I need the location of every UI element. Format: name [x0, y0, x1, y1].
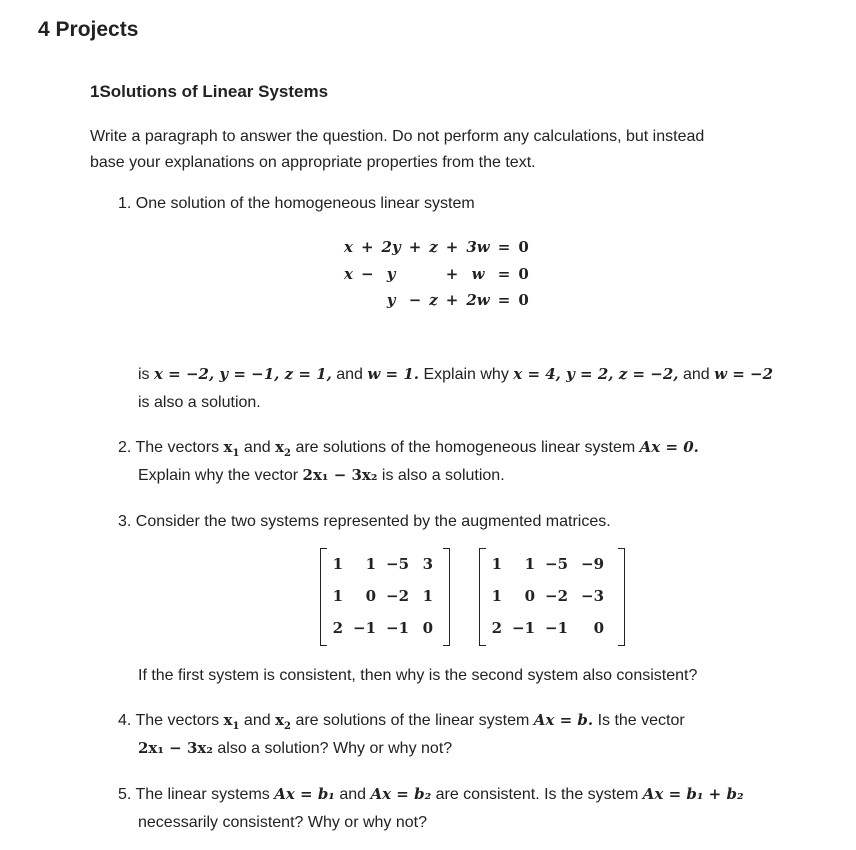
- equation-row: [340, 234, 533, 261]
- question-2-line-1: 2. The vectors $x_1$ and $x_2$ are solutions of the homogeneous linear system Ax = 0.: [118, 438, 699, 459]
- math-expression: 2x₁ − 3x₂: [138, 739, 213, 757]
- question-1-intro: [118, 190, 475, 217]
- vector-x2: x: [275, 711, 285, 729]
- question-3-followup: If the first system is consistent, then why is the second system also consistent?: [138, 667, 698, 684]
- matrix-cell: 1: [491, 555, 502, 573]
- augmented-matrix-1: [320, 548, 450, 646]
- matrix-cell: −1: [545, 619, 569, 637]
- term: x: [344, 264, 353, 283]
- equation-row: [340, 261, 533, 288]
- question-1-tail: is also a solution.: [138, 394, 261, 411]
- matrix-cell: 0: [365, 587, 377, 605]
- matrix-cell: 0: [422, 619, 434, 637]
- intro-paragraph: [90, 124, 790, 176]
- matrix-cell: −1: [512, 619, 536, 637]
- operator: −: [360, 264, 374, 283]
- question-number: 5.: [118, 786, 132, 803]
- term: z: [429, 238, 438, 257]
- term: x: [344, 238, 353, 257]
- question-4-line-1: 4. The vectors $x_1$ and $x_2$ are solutions of the linear system Ax = b. Is the vector: [118, 711, 685, 732]
- matrix-cell: 2: [332, 619, 343, 637]
- intro-line-1: Write a paragraph to answer the question. Do not perform any calculations, but instead: [90, 128, 705, 145]
- augmented-matrix-2: [479, 548, 625, 646]
- text: and: [682, 366, 710, 383]
- text: are consistent. Is the system: [435, 786, 639, 803]
- right-bracket: [618, 548, 625, 646]
- matrix-cell: −1: [386, 619, 410, 637]
- operator: =: [497, 238, 511, 257]
- text: and: [339, 786, 367, 803]
- matrix-row: [324, 548, 438, 580]
- right-bracket: [443, 548, 450, 646]
- term: z: [429, 291, 438, 310]
- homogeneous-system: [340, 234, 533, 314]
- matrix-cell: 3: [422, 555, 434, 573]
- text: The linear systems: [135, 786, 270, 803]
- matrix-cell: 2: [491, 619, 502, 637]
- term: w: [471, 264, 485, 283]
- term: 0: [518, 291, 529, 310]
- matrix-row: [483, 548, 609, 580]
- text: Explain why the vector: [138, 467, 299, 484]
- term: 0: [518, 238, 529, 257]
- term: y: [386, 291, 396, 310]
- matrix-cell: 1: [422, 587, 434, 605]
- question-4-line-2: [138, 735, 452, 762]
- text: is: [138, 366, 150, 383]
- matrix-row: [483, 612, 609, 644]
- term: y: [386, 264, 396, 283]
- math-expression: w = −2: [714, 365, 774, 383]
- math-expression: x = −2, y = −1, z = 1,: [154, 365, 332, 383]
- matrix-row: [324, 580, 438, 612]
- matrix-cell: −9: [581, 555, 605, 573]
- math-expression: w = 1.: [367, 365, 419, 383]
- term: 3w: [466, 238, 490, 257]
- term: [425, 261, 442, 288]
- intro-line-2: base your explanations on appropriate properties from the text.: [90, 154, 536, 171]
- text: also a solution? Why or why not?: [217, 740, 453, 757]
- question-5-line-2: necessarily consistent? Why or why not?: [138, 814, 428, 831]
- operator: +: [445, 238, 459, 257]
- text: and: [336, 366, 363, 383]
- matrix-cell: 1: [491, 587, 502, 605]
- matrix-cell: −2: [386, 587, 410, 605]
- math-expression: Ax = b.: [533, 711, 594, 729]
- operator: +: [445, 264, 459, 283]
- operator: =: [497, 264, 511, 283]
- math-expression: Ax = b₁ + b₂: [642, 785, 744, 803]
- text: Consider the two systems represented by the augmented matrices.: [135, 513, 611, 530]
- matrix-cell: 1: [332, 555, 343, 573]
- page-title: 4 Projects: [38, 18, 139, 41]
- text: and: [243, 439, 271, 456]
- question-number: 1.: [118, 195, 132, 212]
- question-text: One solution of the homogeneous linear system: [135, 195, 475, 212]
- matrix-cell: −5: [545, 555, 569, 573]
- operator: =: [497, 291, 511, 310]
- operator: [405, 261, 426, 288]
- matrix-cell: 0: [593, 619, 605, 637]
- term: 2w: [466, 291, 490, 310]
- operator: +: [408, 238, 422, 257]
- matrix-cell: −5: [386, 555, 410, 573]
- text: The vectors: [135, 712, 220, 729]
- section-title: 1Solutions of Linear Systems: [90, 82, 329, 101]
- text: is also a solution.: [381, 467, 505, 484]
- math-expression: 2x₁ − 3x₂: [302, 466, 378, 484]
- operator: +: [360, 238, 374, 257]
- question-1-body: [138, 361, 773, 388]
- math-expression: Ax = b₁: [274, 785, 335, 803]
- matrix-row: [324, 612, 438, 644]
- text: and: [243, 712, 271, 729]
- matrix-row: [483, 580, 609, 612]
- text: are solutions of the linear system: [295, 712, 530, 729]
- vector-x1: x: [223, 711, 233, 729]
- equation-row: [340, 287, 533, 314]
- matrix-cell: 1: [524, 555, 536, 573]
- matrix-cell: −2: [545, 587, 569, 605]
- matrix-cell: 0: [524, 587, 536, 605]
- math-expression: Ax = 0.: [639, 438, 699, 456]
- matrix-cell: 1: [365, 555, 377, 573]
- matrix-cell: −3: [581, 587, 605, 605]
- math-expression: Ax = b₂: [370, 785, 432, 803]
- term: 2y: [381, 238, 401, 257]
- text: The vectors: [135, 439, 220, 456]
- term: [340, 287, 357, 314]
- text: are solutions of the homogeneous linear system: [295, 439, 636, 456]
- vector-x2: x: [275, 438, 285, 456]
- operator: −: [408, 291, 422, 310]
- math-expression: x = 4, y = 2, z = −2,: [513, 365, 679, 383]
- question-number: 4.: [118, 712, 132, 729]
- term: 0: [518, 264, 529, 283]
- operator: [357, 287, 378, 314]
- text: Explain why: [423, 366, 509, 383]
- question-number: 3.: [118, 513, 132, 530]
- question-2-line-2: [138, 462, 505, 489]
- operator: +: [445, 291, 459, 310]
- question-3-intro: [118, 508, 611, 535]
- question-5-line-1: [118, 781, 744, 808]
- question-number: 2.: [118, 439, 132, 456]
- matrix-cell: 1: [332, 587, 343, 605]
- matrix-cell: −1: [353, 619, 377, 637]
- text: Is the vector: [597, 712, 685, 729]
- vector-x1: x: [223, 438, 233, 456]
